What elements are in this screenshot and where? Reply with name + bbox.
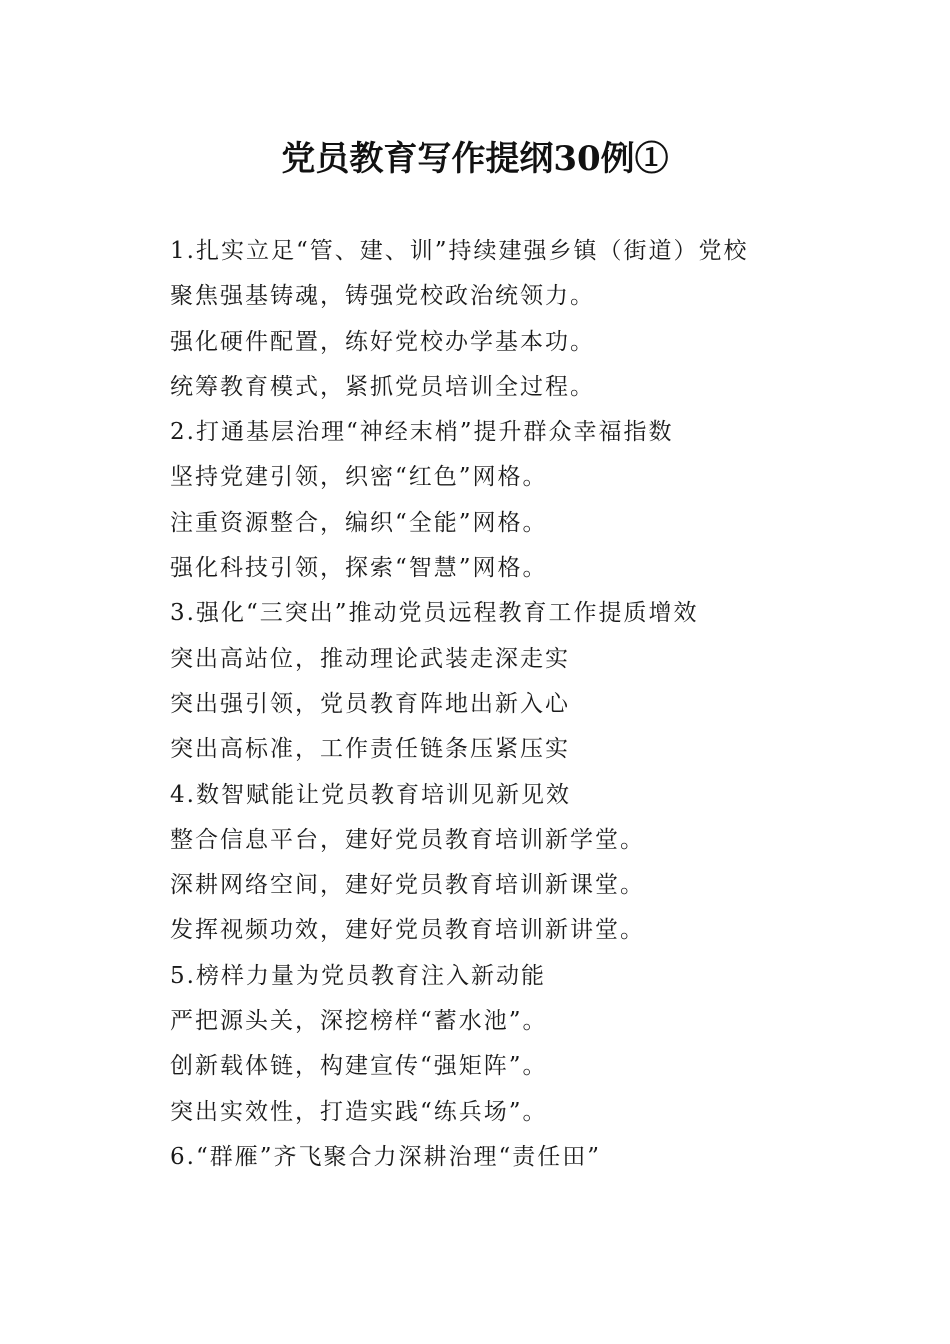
body-line: 严把源头关，深挖榜样“蓄水池”。	[170, 1008, 548, 1035]
body-line: 注重资源整合，编织“全能”网格。	[170, 509, 548, 536]
body-line: 聚焦强基铸魂，铸强党校政治统领力。	[170, 283, 595, 310]
body-line: 突出高标准，工作责任链条压紧压实	[170, 736, 570, 763]
body-line: 突出实效性，打造实践“练兵场”。	[170, 1098, 548, 1125]
body-line: 深耕网络空间，建好党员教育培训新课堂。	[170, 872, 645, 899]
body-line: 1.扎实立足“管、建、训”持续建强乡镇（街道）党校	[170, 238, 749, 264]
body-line: 3.强化“三突出”推动党员远程教育工作提质增效	[170, 600, 699, 627]
body-line: 6.“群雁”齐飞聚合力深耕治理“责任田”	[170, 1143, 601, 1170]
body-line: 突出强引领，党员教育阵地出新入心	[170, 690, 570, 717]
body-line: 4.数智赋能让党员教育培训见新见效	[170, 781, 571, 808]
body-line: 创新载体链，构建宣传“强矩阵”。	[170, 1053, 548, 1080]
body-line: 突出高站位，推动理论武装走深走实	[170, 645, 570, 672]
body-line: 强化硬件配置，练好党校办学基本功。	[170, 328, 595, 355]
body-line: 5.榜样力量为党员教育注入新动能	[170, 962, 546, 989]
document-body	[170, 229, 870, 1180]
body-line: 2.打通基层治理“神经末梢”提升群众幸福指数	[170, 419, 674, 446]
document-title: 党员教育写作提纲30例①	[281, 139, 669, 179]
body-line: 强化科技引领，探索“智慧”网格。	[170, 555, 548, 582]
body-line: 发挥视频功效，建好党员教育培训新讲堂。	[170, 917, 645, 944]
body-line: 统筹教育模式，紧抓党员培训全过程。	[170, 373, 595, 400]
body-line: 坚持党建引领，织密“红色”网格。	[170, 464, 548, 491]
body-line: 整合信息平台，建好党员教育培训新学堂。	[170, 826, 645, 853]
